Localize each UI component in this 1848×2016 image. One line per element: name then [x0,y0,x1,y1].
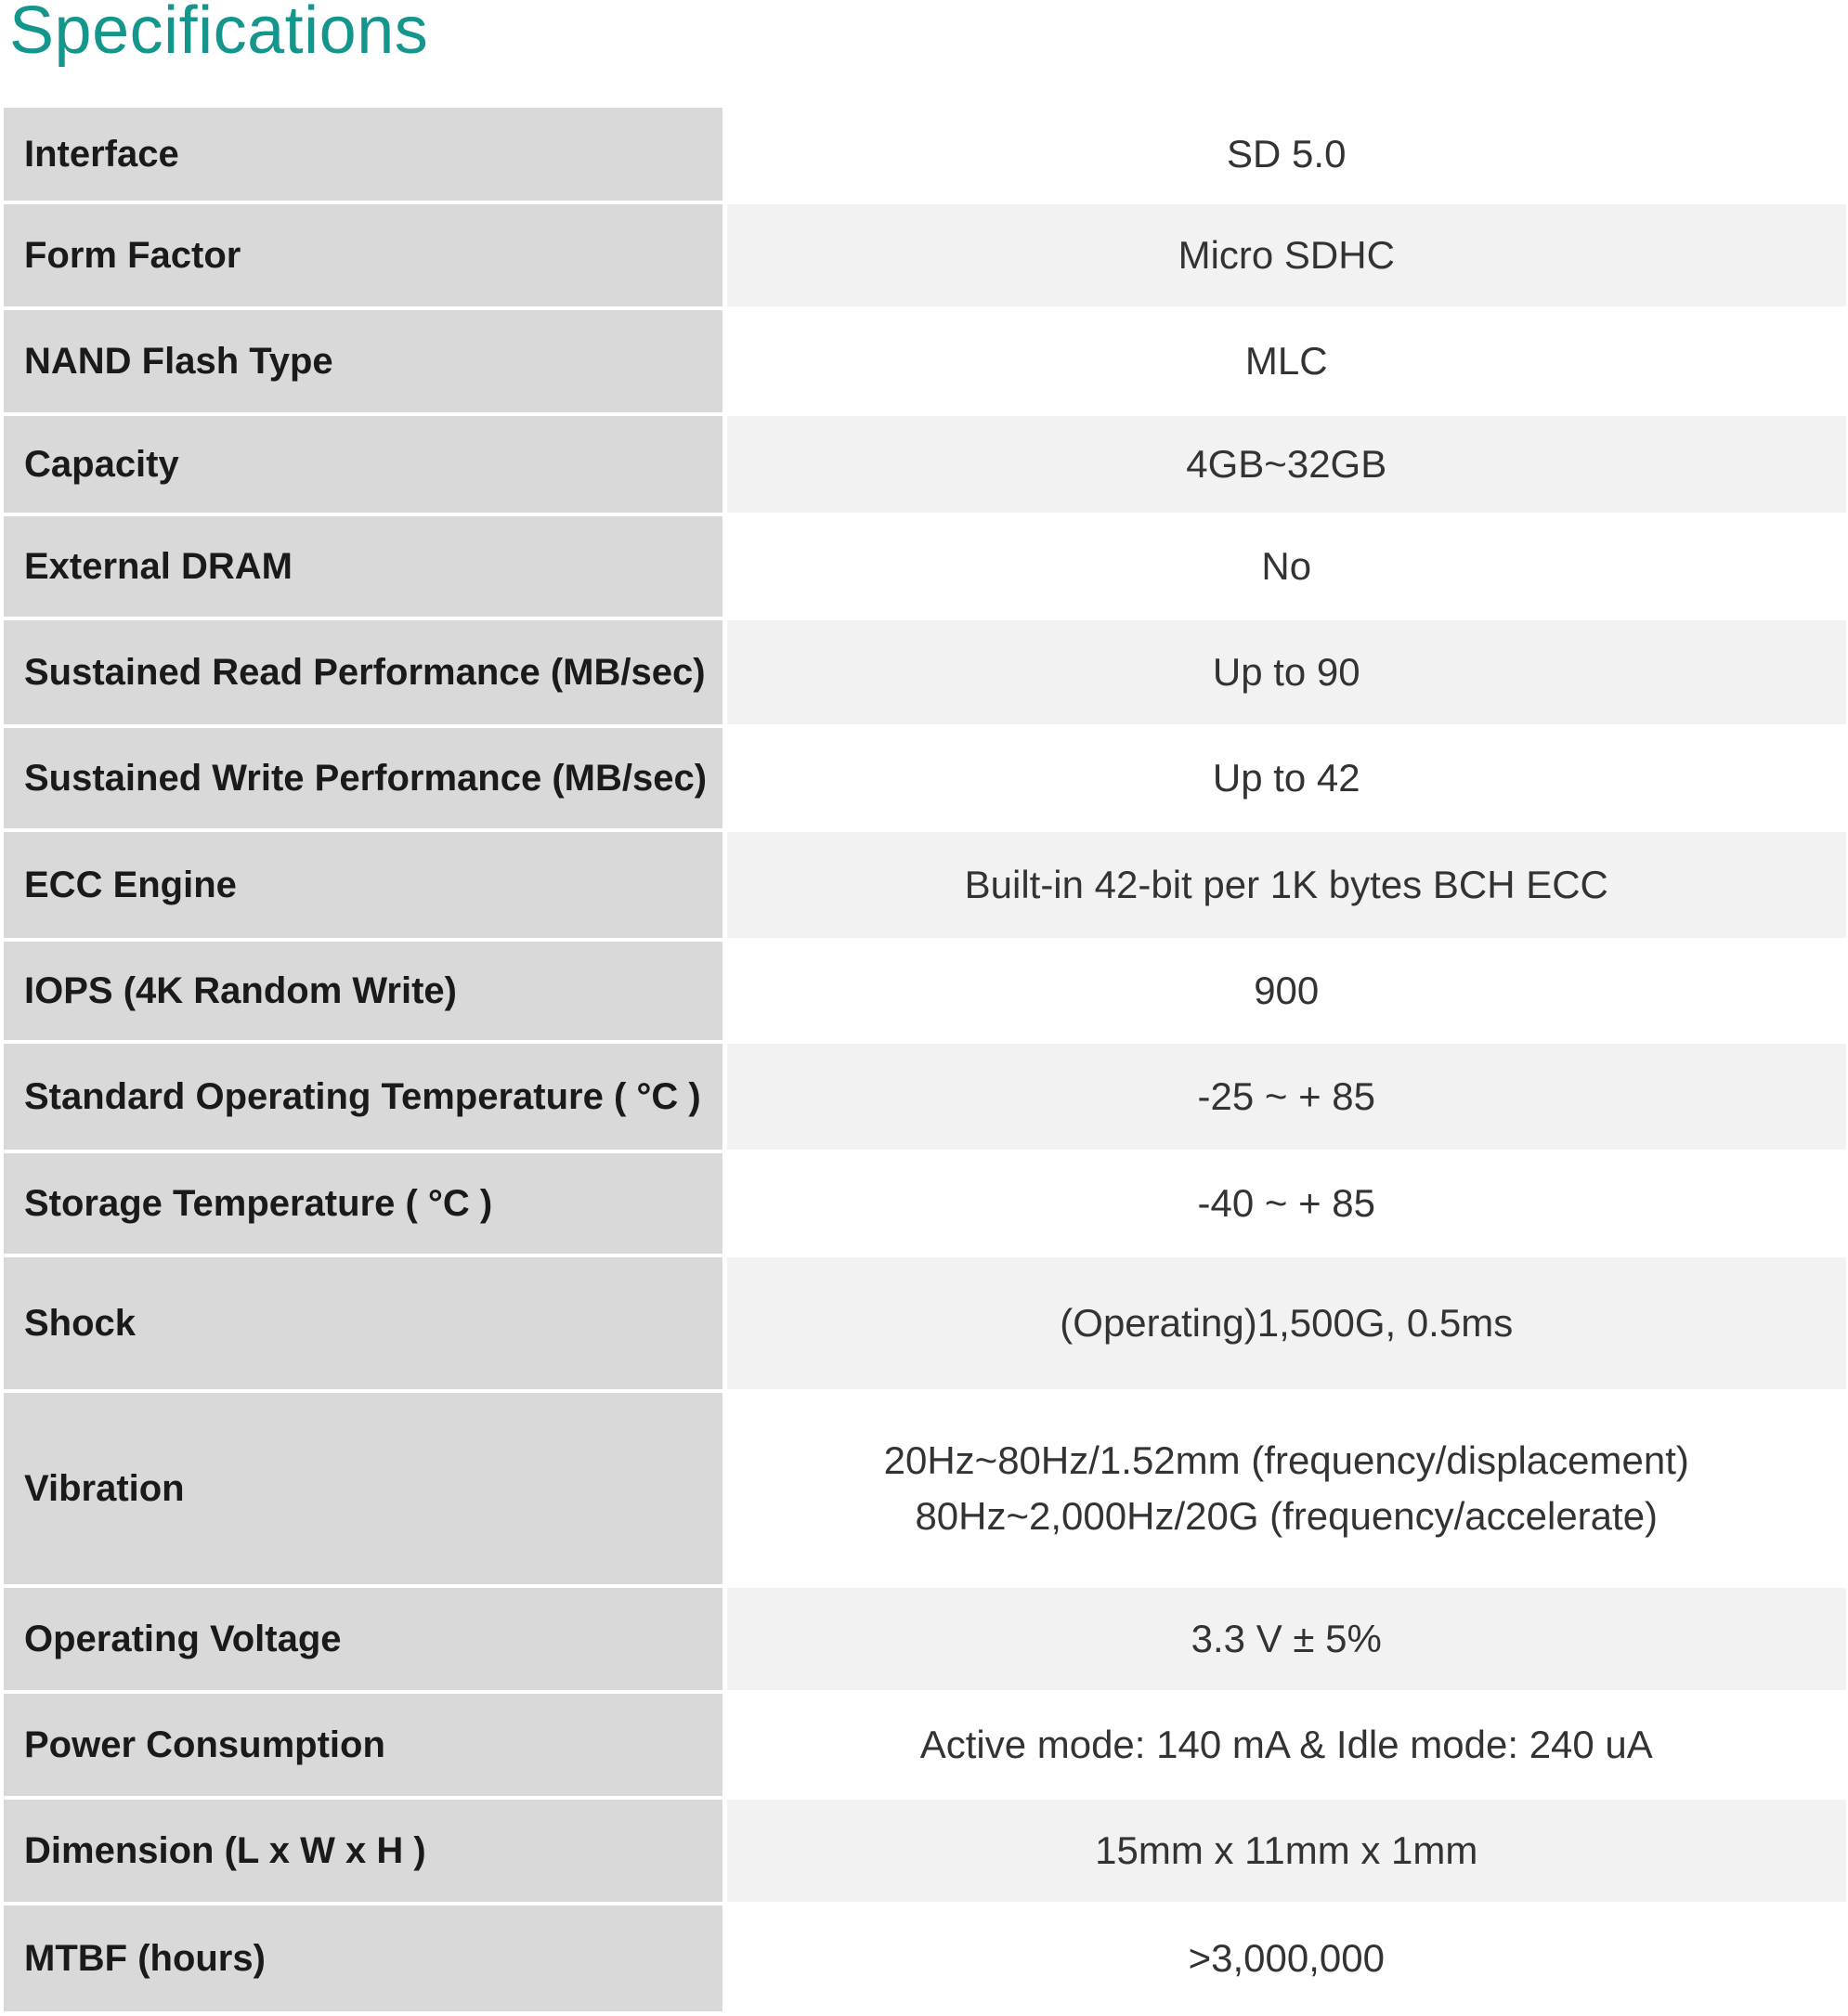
spec-value [724,414,1846,514]
spec-value-line: Built-in 42-bit per 1K bytes BCH ECC [964,863,1608,906]
spec-value [724,618,1846,726]
spec-value-line: SD 5.0 [1227,132,1347,176]
spec-row [4,1151,1846,1255]
spec-row [4,830,1846,940]
spec-row [4,1391,1846,1586]
spec-value [724,1391,1846,1586]
spec-value [724,202,1846,308]
spec-value-line: 15mm x 11mm x 1mm [1095,1828,1478,1872]
page-title: Specifications [9,0,429,68]
spec-label: Standard Operating Temperature ( °C ) [4,1042,724,1151]
spec-value-line: 4GB~32GB [1186,442,1387,486]
spec-value-line: -25 ~ + 85 [1197,1074,1375,1118]
spec-row [4,514,1846,618]
spec-value [724,1042,1846,1151]
spec-value [724,726,1846,830]
spec-value [724,830,1846,940]
spec-value-line: >3,000,000 [1188,1936,1385,1980]
spec-row [4,106,1846,202]
spec-label: IOPS (4K Random Write) [4,940,724,1042]
spec-label: Sustained Write Performance (MB/sec) [4,726,724,830]
spec-row [4,1692,1846,1798]
spec-label: Interface [4,106,724,202]
spec-label: Form Factor [4,202,724,308]
spec-label: Power Consumption [4,1692,724,1798]
spec-row [4,1255,1846,1391]
spec-label: Operating Voltage [4,1586,724,1692]
spec-value-line: MLC [1244,339,1328,383]
spec-row [4,202,1846,308]
specifications-table [4,104,1846,2015]
spec-label: External DRAM [4,514,724,618]
spec-value [724,1798,1846,1904]
spec-value-line: 20Hz~80Hz/1.52mm (frequency/displacement) [883,1438,1689,1482]
spec-value [724,1255,1846,1391]
spec-value-line: 3.3 V ± 5% [1191,1617,1382,1660]
spec-row [4,726,1846,830]
spec-label: Vibration [4,1391,724,1586]
spec-value-line: Micro SDHC [1178,233,1395,277]
spec-value-line: (Operating)1,500G, 0.5ms [1060,1301,1514,1345]
spec-value [724,940,1846,1042]
spec-label: Capacity [4,414,724,514]
spec-row [4,1042,1846,1151]
specifications-table-body [4,106,1846,2013]
spec-label: Storage Temperature ( °C ) [4,1151,724,1255]
spec-value [724,1151,1846,1255]
spec-value-line: Active mode: 140 mA & Idle mode: 240 uA [919,1723,1653,1766]
spec-label: Shock [4,1255,724,1391]
spec-value-line: No [1261,544,1312,588]
spec-row [4,618,1846,726]
spec-row [4,414,1846,514]
spec-label: MTBF (hours) [4,1904,724,2013]
spec-value-line: 900 [1254,969,1320,1012]
spec-row [4,308,1846,414]
spec-value-line: -40 ~ + 85 [1197,1181,1375,1225]
spec-row [4,1586,1846,1692]
spec-value [724,1586,1846,1692]
spec-label: Dimension (L x W x H ) [4,1798,724,1904]
spec-value [724,1692,1846,1798]
spec-value [724,1904,1846,2013]
spec-value-line: Up to 90 [1212,650,1360,694]
spec-value [724,106,1846,202]
spec-label: Sustained Read Performance (MB/sec) [4,618,724,726]
spec-value [724,308,1846,414]
spec-row [4,1798,1846,1904]
spec-label: ECC Engine [4,830,724,940]
spec-value-line: 80Hz~2,000Hz/20G (frequency/accelerate) [915,1494,1659,1538]
spec-value-line: Up to 42 [1212,756,1360,800]
spec-row [4,940,1846,1042]
spec-value [724,514,1846,618]
spec-row [4,1904,1846,2013]
spec-label: NAND Flash Type [4,308,724,414]
